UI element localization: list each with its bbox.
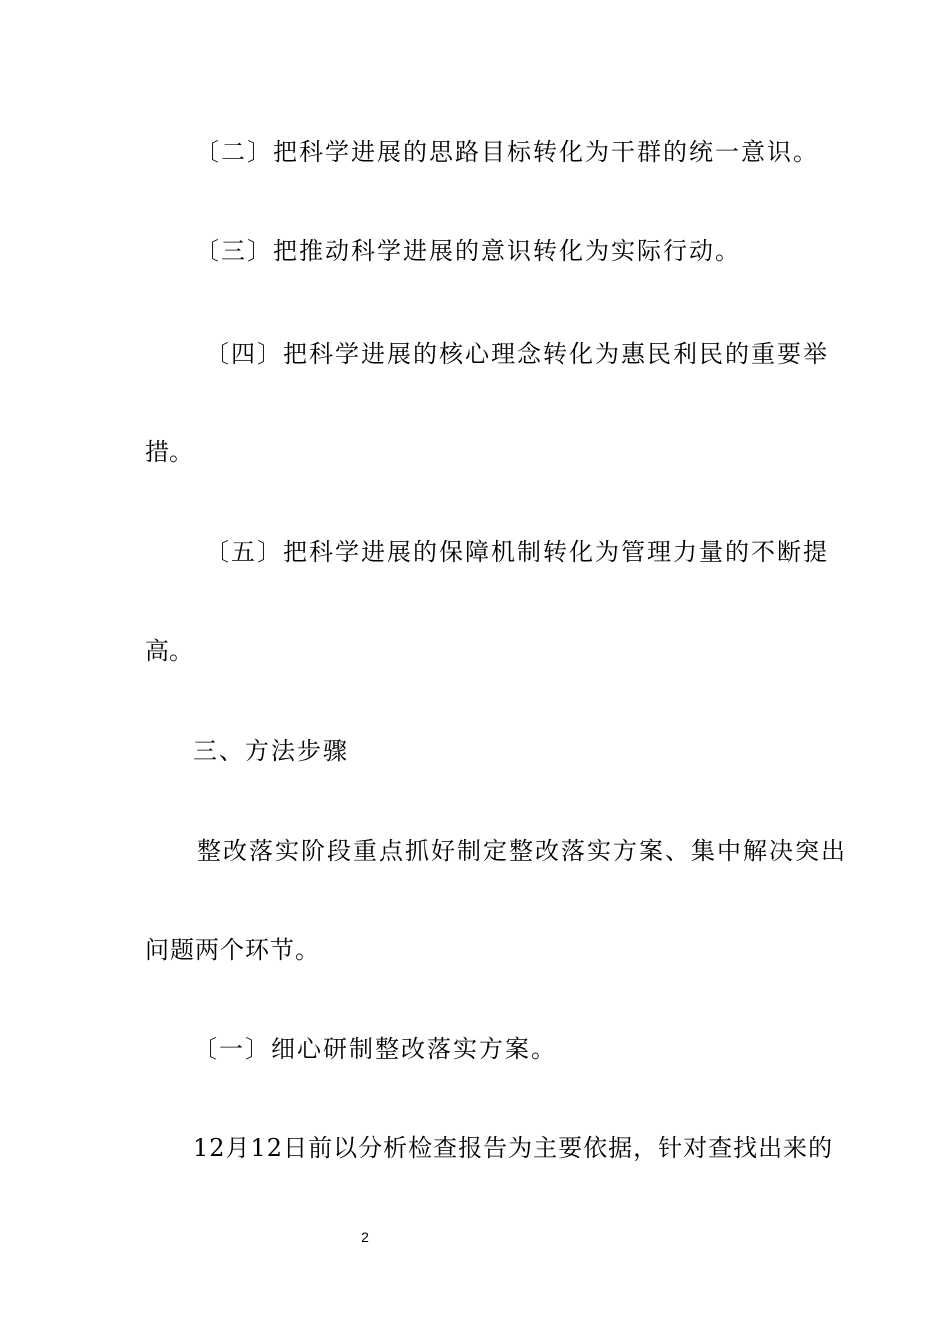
page-number: 2 [361,1229,369,1245]
subsection-heading: 〔一〕细心研制整改落实方案。 [193,1035,557,1063]
body-line-date-paragraph: 12月12日前以分析检查报告为主要依据，针对查找出来的 [193,1134,834,1162]
section-heading: 三、方法步骤 [193,737,349,765]
body-line-item-3: 〔三〕把推动科学进展的意识转化为实际行动。 [195,237,741,265]
body-line-intro-first: 整改落实阶段重点抓好制定整改落实方案、集中解决突出 [197,837,847,865]
body-line-item-5-first: 〔五〕把科学进展的保障机制转化为管理力量的不断提 [205,538,829,566]
body-line-item-5-continuation: 高。 [145,637,193,665]
body-line-intro-continuation: 问题两个环节。 [145,936,320,964]
body-line-item-4-first: 〔四〕把科学进展的核心理念转化为惠民利民的重要举 [205,340,829,368]
body-line-item-2: 〔二〕把科学进展的思路目标转化为干群的统一意识。 [195,138,819,166]
body-line-item-4-continuation: 措。 [145,438,193,466]
